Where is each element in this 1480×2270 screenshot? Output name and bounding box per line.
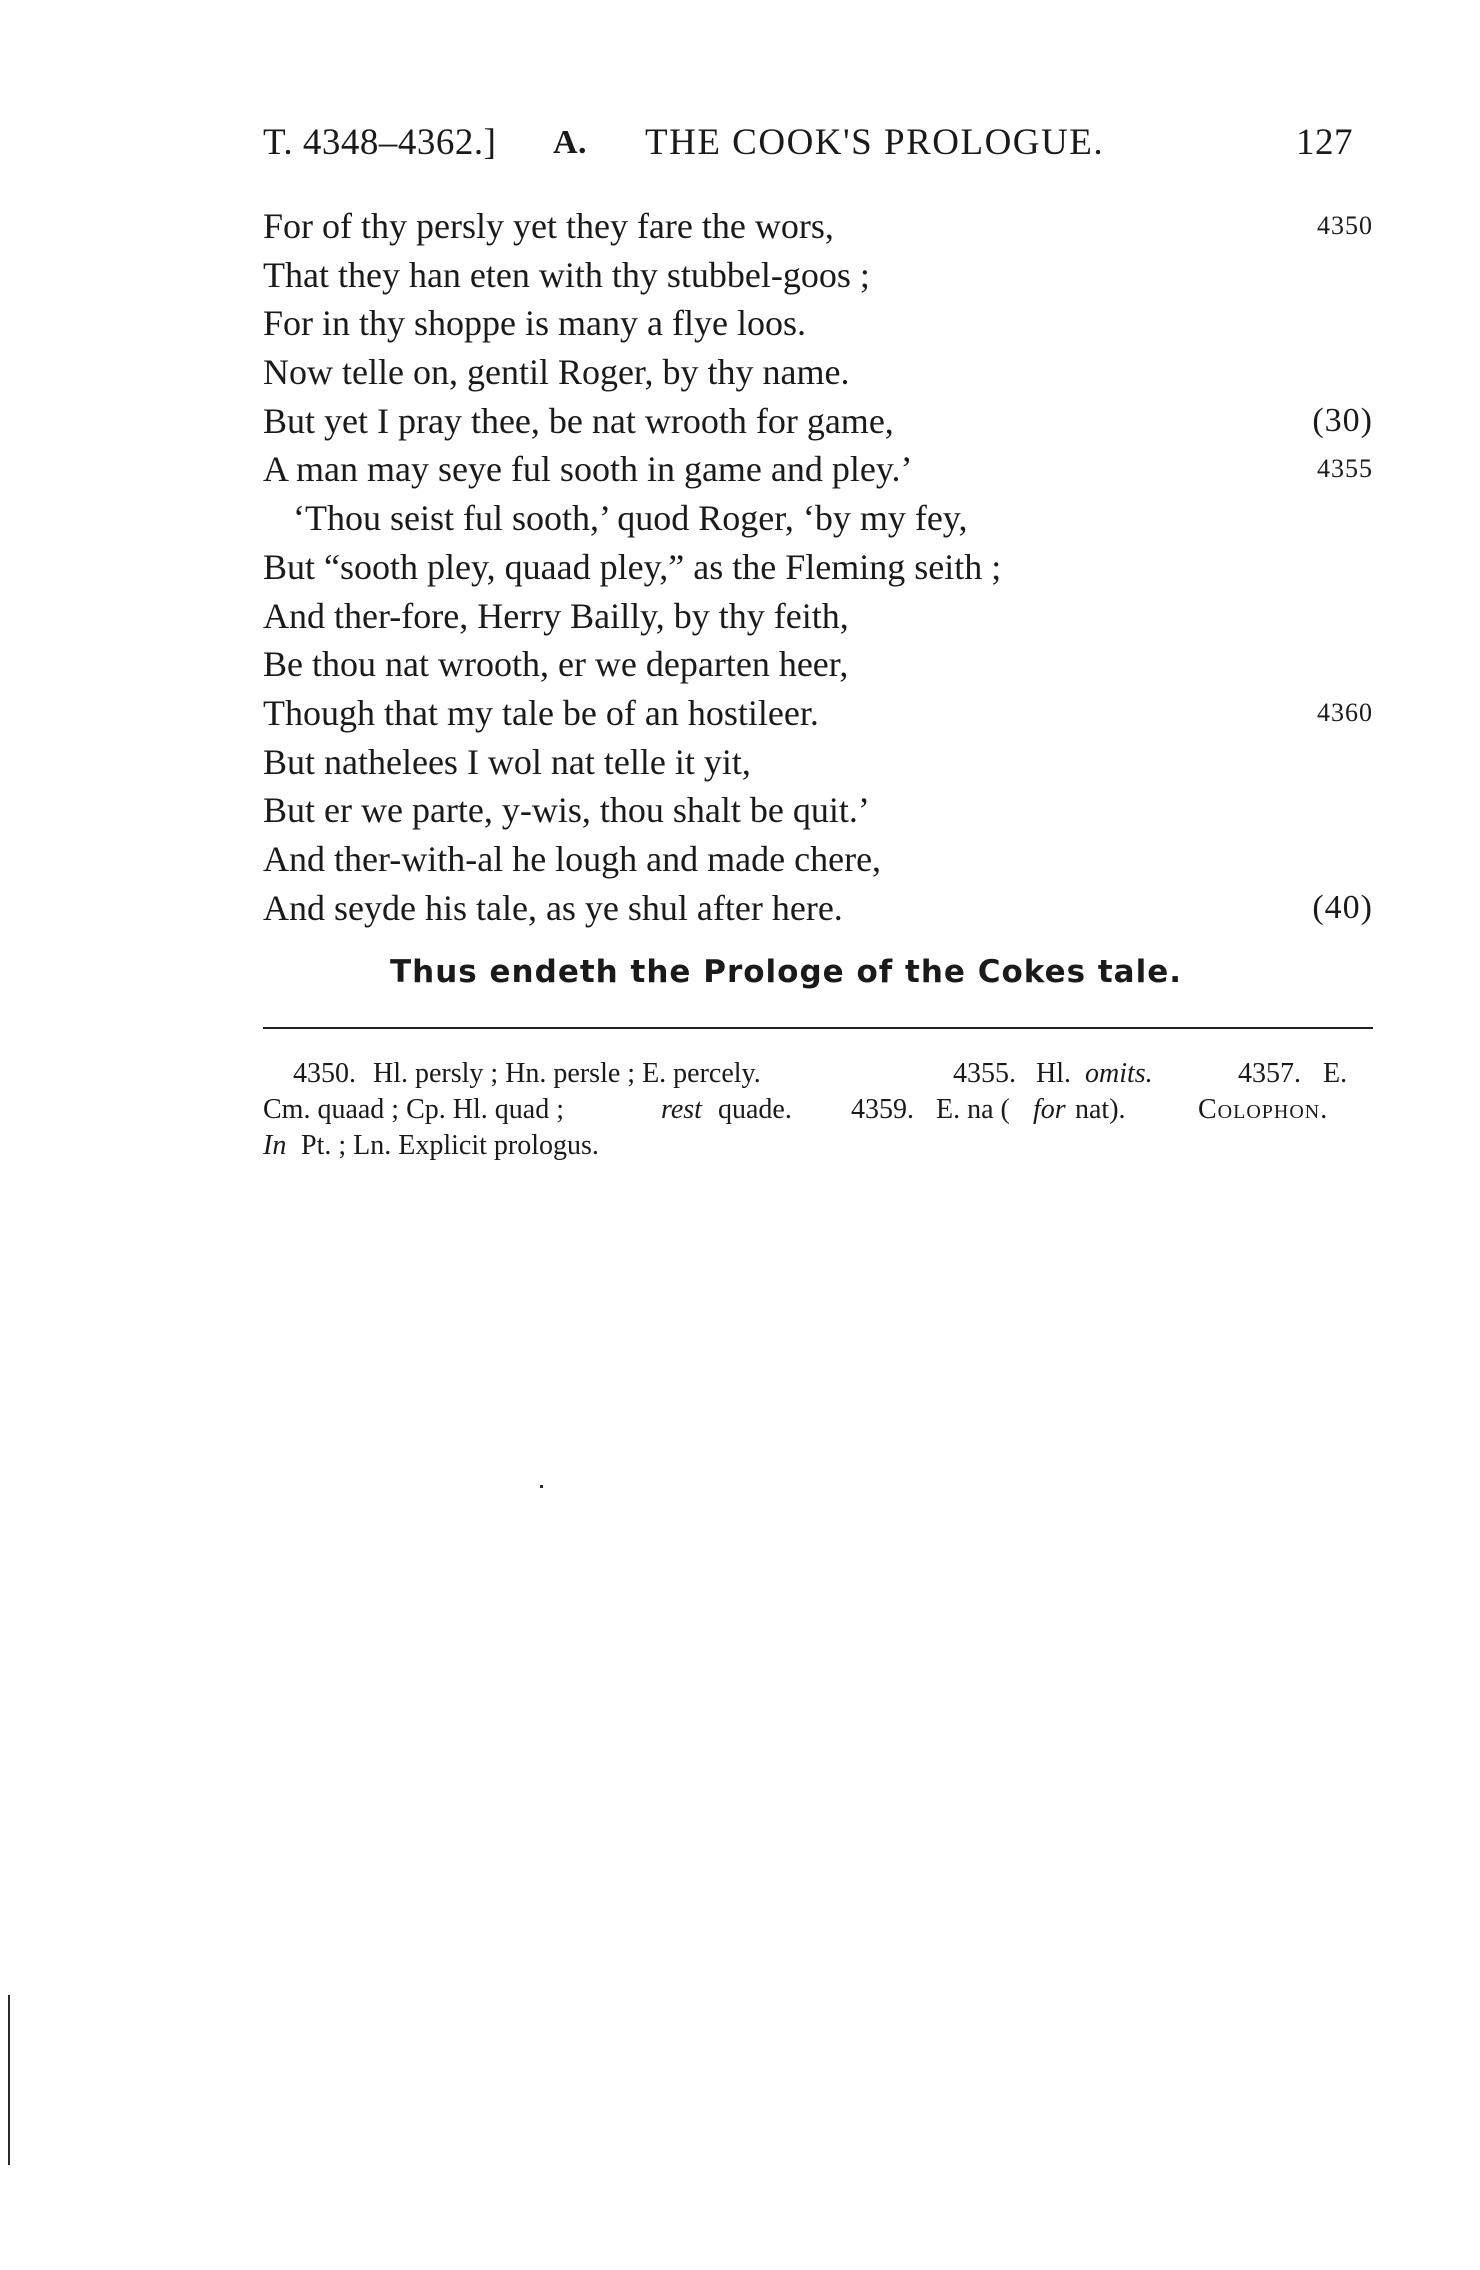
note-text: nat). <box>1075 1094 1126 1125</box>
verse-text: But nathelees I wol nat telle it yit, <box>263 741 751 782</box>
verse-text: Though that my tale be of an hostileer. <box>263 692 819 733</box>
footnote-line <box>263 1092 1373 1128</box>
verse-text: That they han eten with thy stubbel-goos ; <box>263 254 870 295</box>
section-letter: A. <box>553 124 588 161</box>
note-text: Hl. <box>1036 1058 1071 1089</box>
verse-text: ‘Thou seist ful sooth,’ quod Roger, ‘by my fey, <box>293 498 968 539</box>
note-number: 4359. <box>851 1094 914 1125</box>
scan-edge-mark <box>8 1995 10 2165</box>
note-italic: omits. <box>1085 1058 1153 1089</box>
verse-line <box>263 299 1373 348</box>
verse-text: For in thy shoppe is many a flye loos. <box>263 303 806 344</box>
verse-line <box>263 202 1373 251</box>
note-text: quade. <box>718 1094 792 1125</box>
verse-line <box>263 494 1373 543</box>
line-range: T. 4348–4362.] <box>263 122 497 163</box>
verse-text: But “sooth pley, quaad pley,” as the Fleming seith ; <box>263 546 1002 587</box>
page-title: THE COOK'S PROLOGUE. <box>645 122 1105 163</box>
line-number: (30) <box>1312 401 1373 439</box>
note-text: E. na ( <box>936 1094 1010 1125</box>
verse-text: And seyde his tale, as ye shul after here. <box>263 887 843 928</box>
page-number: 127 <box>1296 122 1353 163</box>
verse-block <box>263 202 1373 932</box>
verse-line <box>263 592 1373 641</box>
note-text: Cm. quaad ; Cp. Hl. quad ; <box>263 1094 564 1125</box>
verse-line <box>263 397 1373 446</box>
footnotes <box>263 1056 1373 1164</box>
footnote-rule <box>263 1027 1373 1029</box>
verse-text: A man may seye ful sooth in game and pley.’ <box>263 449 913 490</box>
verse-line <box>263 251 1373 300</box>
note-text: Hl. persly ; Hn. persle ; E. percely. <box>373 1058 761 1089</box>
line-number: 4350 <box>1317 211 1373 240</box>
footnote-line <box>263 1128 1373 1164</box>
colophon: Thus endeth the Prologe of the Cokes tale. <box>390 954 1183 990</box>
note-text: E. <box>1323 1058 1348 1089</box>
running-head <box>263 118 1353 168</box>
verse-line <box>263 543 1373 592</box>
line-number: (40) <box>1312 888 1373 926</box>
verse-text: But yet I pray thee, be nat wrooth for game, <box>263 400 894 441</box>
line-number: 4360 <box>1317 697 1373 727</box>
verse-line <box>263 640 1373 689</box>
note-italic: for <box>1033 1094 1066 1125</box>
verse-line <box>263 884 1373 933</box>
note-number: 4355. <box>953 1058 1016 1089</box>
verse-text: But er we parte, y-wis, thou shalt be quit.’ <box>263 790 870 831</box>
note-number: 4350. <box>293 1058 356 1089</box>
verse-text: Now telle on, gentil Roger, by thy name. <box>263 352 850 393</box>
verse-text: Be thou nat wrooth, er we departen heer, <box>263 644 849 685</box>
verse-line <box>263 689 1373 738</box>
line-number: 4355 <box>1317 454 1373 484</box>
footnote-line <box>263 1056 1373 1092</box>
verse-line <box>263 835 1373 884</box>
verse-text: And ther-fore, Herry Bailly, by thy feith, <box>263 595 849 636</box>
verse-line <box>263 786 1373 835</box>
verse-line <box>263 445 1373 494</box>
verse-line <box>263 348 1373 397</box>
note-italic: In <box>263 1130 287 1161</box>
verse-text: And ther-with-al he lough and made chere, <box>263 838 882 879</box>
note-smallcaps: Colophon. <box>1198 1094 1329 1125</box>
note-text: Pt. ; Ln. Explicit prologus. <box>301 1130 599 1161</box>
verse-line <box>263 738 1373 787</box>
note-number: 4357. <box>1238 1058 1301 1089</box>
verse-text: For of thy persly yet they fare the wors, <box>263 206 834 246</box>
note-italic: rest <box>661 1094 702 1125</box>
scan-speck <box>540 1485 543 1488</box>
